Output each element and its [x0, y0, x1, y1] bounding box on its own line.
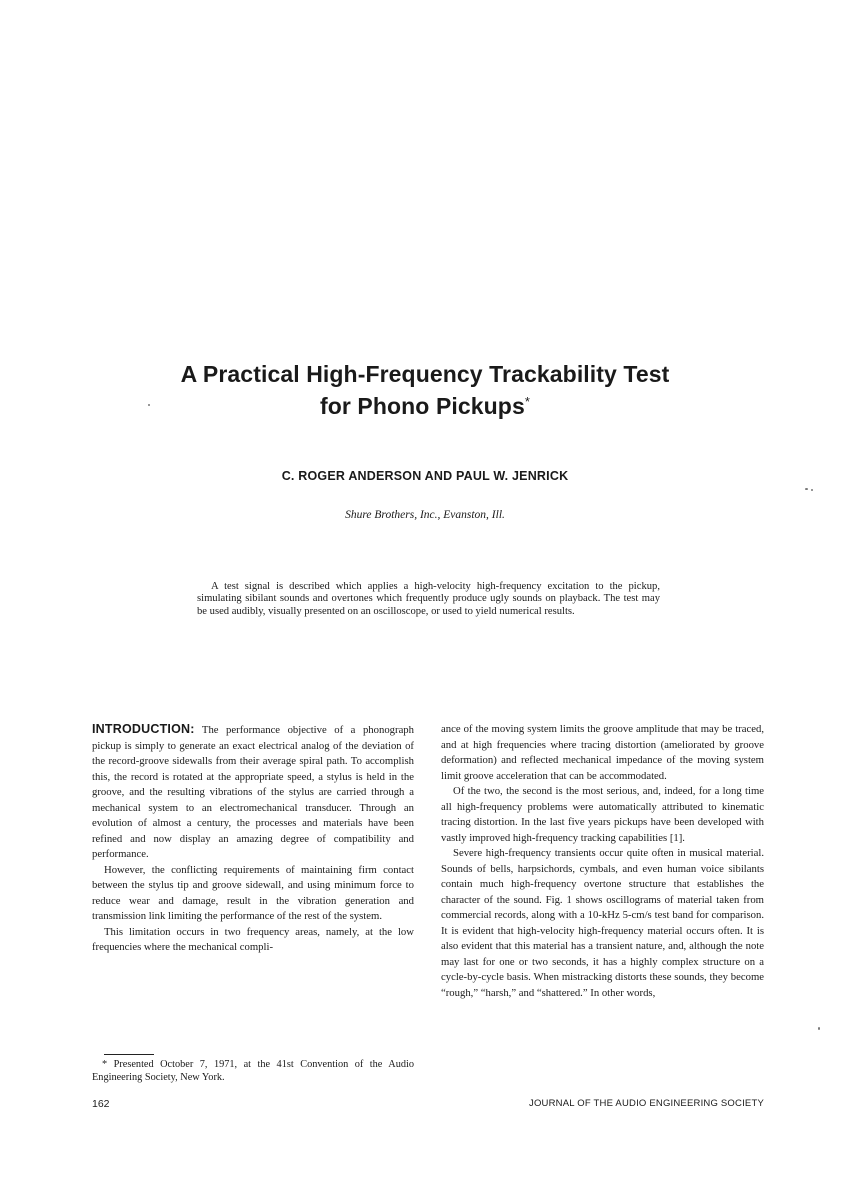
paragraph-4: Of the two, the second is the most serious, and, indeed, for a long time all high-frequency problems were automatically attributed to kinematic tracing distortion. In the last five years pickups have been developed with vastly improved high-frequency tracking capabilities [1]. — [441, 785, 764, 844]
paragraph-3-continued: ance of the moving system limits the groove amplitude that may be traced, and at high frequencies where tracing distortion (ameliorated by groove deformation) and reflected mechanical impedance of the moving system limit groove acceleration that can be accommodated. — [441, 723, 764, 782]
paragraph-3: This limitation occurs in two frequency areas, namely, at the low frequencies where the mechanical compli- — [92, 925, 414, 953]
affiliation: Shure Brothers, Inc., Evanston, Ill. — [345, 509, 505, 521]
scan-speck — [805, 488, 808, 490]
body-column-right — [441, 722, 764, 1001]
footnote-rule — [104, 1054, 154, 1055]
title-line-2 — [100, 390, 750, 422]
scan-speck — [818, 1027, 820, 1030]
paragraph-introduction-text: The performance objective of a phonograph pickup is simply to generate an exact electrical analog of the deviation of the record-groove sidewalls from their average spiral path. To accomplish this, the record is rotated at the appropriate speed, a stylus is held in the groove, and the resulting vibrations of the stylus are carried through a mechanical system to an electromechanical transducer. Through an evolution of almost a century, the processes and materials have been refined and now display an amazing degree of compatibility and performance. — [92, 724, 414, 860]
scan-speck — [811, 489, 813, 491]
title-footnote-marker: * — [524, 394, 531, 409]
section-heading-introduction: INTRODUCTION: — [92, 722, 195, 736]
article-title — [100, 358, 750, 422]
body-column-left — [92, 722, 414, 956]
journal-running-footer: JOURNAL OF THE AUDIO ENGINEERING SOCIETY — [529, 1098, 764, 1109]
paragraph-5: Severe high-frequency transients occur quite often in musical material. Sounds of bells, harpsichords, cymbals, and even human voice sibilants contain much high-frequency overtone structure that establishes the character of the sound. Fig. 1 shows oscillograms of material taken from commercial records, along with a 10-kHz 5-cm/s test band for comparison. It is evident that high-velocity high-frequency material occurs often. It is also evident that this material has a transient nature, and, although the note may last for one or two seconds, it has a highly complex structure on a cycle-by-cycle basis. When mistracking distorts these sounds, they become “rough,” “harsh,” and “shattered.” In other words, — [441, 847, 764, 999]
title-line-1: A Practical High-Frequency Trackability Test — [180, 361, 670, 387]
author-line: C. ROGER ANDERSON AND PAUL W. JENRICK — [281, 469, 569, 483]
footnote: * Presented October 7, 1971, at the 41st Convention of the Audio Engineering Society, New York. — [92, 1059, 414, 1083]
scan-speck — [148, 404, 150, 406]
page-number: 162 — [92, 1098, 110, 1110]
title-line-2-text: for Phono Pickups — [319, 393, 525, 419]
paragraph-2: However, the conflicting requirements of maintaining firm contact between the stylus tip and groove sidewall, and using minimum force to reduce wear and damage, result in the vibration generation and transmission link limiting the performance of the rest of the system. — [92, 863, 414, 922]
abstract: A test signal is described which applies a high-velocity high-frequency excitation to the pickup, simulating sibilant sounds and overtones which frequently produce ugly sounds on playback. The test may be used audibly, visually presented on an oscilloscope, or used to yield numerical results. — [197, 581, 660, 617]
paragraph-introduction — [92, 722, 414, 863]
